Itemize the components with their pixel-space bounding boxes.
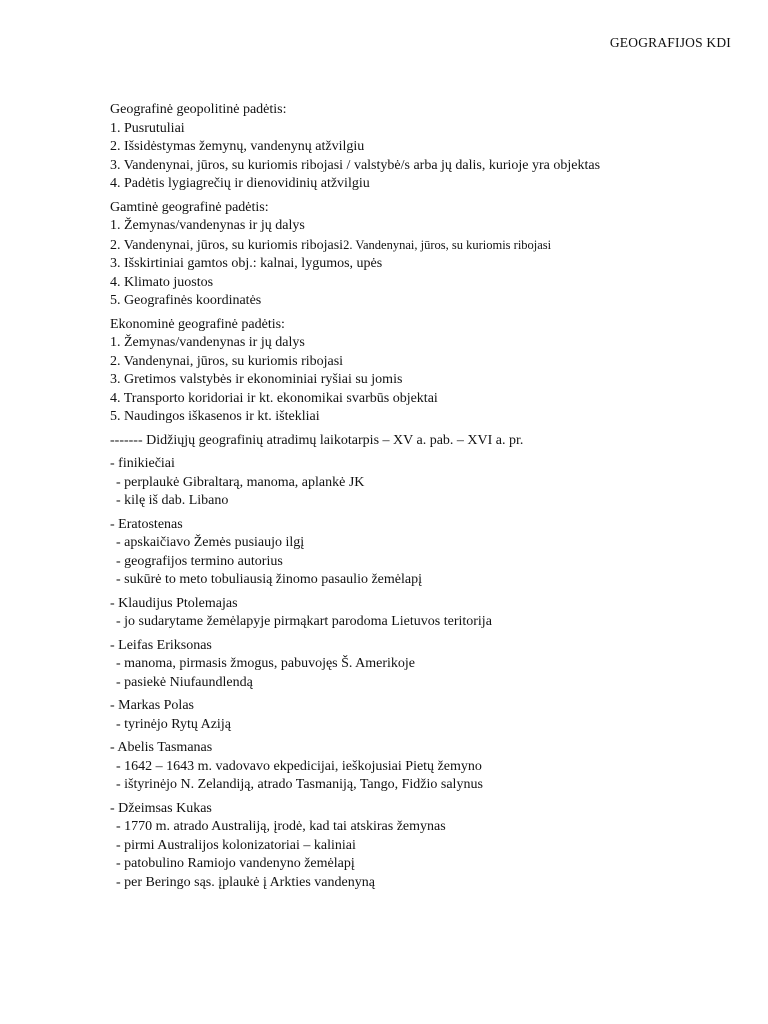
list-item-duplicate-text: 2. Vandenynai, jūros, su kuriomis ribojasi (343, 237, 552, 252)
explorer-ptolemajas (110, 595, 750, 632)
section-geopolitine (110, 101, 750, 194)
explorer-fact: - 1770 m. atrado Australiją, įrodė, kad tai atskiras žemynas (116, 819, 446, 834)
explorer-tasmanas (110, 739, 750, 795)
list-item: 5. Naudingos iškasenos ir kt. ištekliai (110, 409, 320, 424)
explorer-name: - finikiečiai (110, 456, 175, 471)
document-header: GEOGRAFIJOS KDI (609, 35, 731, 50)
explorer-fact: - pirmi Australijos kolonizatoriai – kaliniai (116, 837, 356, 853)
explorer-fact: - tyrinėjo Rytų Aziją (116, 716, 231, 732)
list-item: 3. Vandenynai, jūros, su kuriomis ribojasi / valstybė/s arba jų dalis, kurioje yra objektas (110, 157, 601, 173)
period-line: ------- Didžiųjų geografinių atradimų laikotarpis – XV a. pab. – XVI a. pr. (110, 432, 524, 448)
explorer-fact: - geografijos termino autorius (116, 553, 283, 569)
explorer-fact: - jo sudarytame žemėlapyje pirmąkart parodoma Lietuvos teritorija (116, 614, 492, 629)
section-gamtine (110, 199, 750, 311)
explorer-name: - Eratostenas (110, 516, 183, 532)
explorer-fact: - 1642 – 1643 m. vadovavo ekpedicijai, ieškojusiai Pietų žemyno (116, 758, 482, 774)
explorer-finikieciai (110, 455, 750, 511)
list-item: 3. Gretimos valstybės ir ekonominiai ryšiai su jomis (110, 372, 403, 387)
period-heading (110, 432, 750, 451)
explorer-name: - Klaudijus Ptolemajas (110, 595, 238, 611)
explorer-fact: - apskaičiavo Žemės pusiaujo ilgį (116, 535, 305, 550)
explorer-eratostenas (110, 516, 750, 590)
explorer-name: - Leifas Eriksonas (110, 637, 212, 653)
explorer-fact: - per Beringo sąs. įplaukė į Arkties vandenyną (116, 874, 375, 890)
explorer-fact: - sukūrė to meto tobuliausią žinomo pasaulio žemėlapį (116, 572, 422, 587)
list-item: 4. Klimato juostos (110, 274, 214, 290)
explorer-polas (110, 697, 750, 734)
list-item: 4. Padėtis lygiagrečių ir dienovidinių atžvilgiu (110, 176, 370, 191)
section-title: Geografinė geopolitinė padėtis: (110, 102, 287, 117)
explorer-eriksonas (110, 637, 750, 693)
section-title: Gamtinė geografinė padėtis: (110, 199, 269, 215)
explorer-fact: - patobulino Ramiojo vandenyno žemėlapį (116, 856, 355, 871)
list-item: 1. Žemynas/vandenynas ir jų dalys (110, 335, 305, 350)
explorer-name: - Džeimsas Kukas (110, 800, 212, 816)
document-body (110, 101, 750, 892)
explorer-fact: - manoma, pirmasis žmogus, pabuvojęs Š. Amerikoje (116, 656, 416, 671)
list-item: 5. Geografinės koordinatės (110, 293, 262, 308)
list-item: 4. Transporto koridoriai ir kt. ekonomikai svarbūs objektai (110, 390, 438, 406)
explorer-name: - Abelis Tasmanas (110, 740, 213, 755)
explorer-fact: - pasiekė Niufaundlendą (116, 674, 253, 690)
explorer-name: - Markas Polas (110, 698, 194, 713)
section-title: Ekonominė geografinė padėtis: (110, 316, 285, 332)
list-item: 2. Vandenynai, jūros, su kuriomis ribojasi (110, 353, 344, 369)
list-item (110, 236, 750, 256)
list-item: 3. Išskirtiniai gamtos obj.: kalnai, lygumos, upės (110, 256, 383, 271)
section-ekonomine (110, 316, 750, 427)
explorer-fact: - kilę iš dab. Libano (116, 493, 229, 508)
list-item: 1. Žemynas/vandenynas ir jų dalys (110, 218, 305, 233)
list-item-text: 2. Vandenynai, jūros, su kuriomis ribojasi (110, 237, 344, 253)
explorer-fact: - perplaukė Gibraltarą, manoma, aplankė JK (116, 474, 365, 490)
list-item: 2. Išsidėstymas žemynų, vandenynų atžvilgiu (110, 139, 365, 154)
explorer-kukas (110, 800, 750, 893)
list-item: 1. Pusrutuliai (110, 120, 185, 136)
explorer-fact: - ištyrinėjo N. Zelandiją, atrado Tasmaniją, Tango, Fidžio salynus (116, 777, 483, 792)
